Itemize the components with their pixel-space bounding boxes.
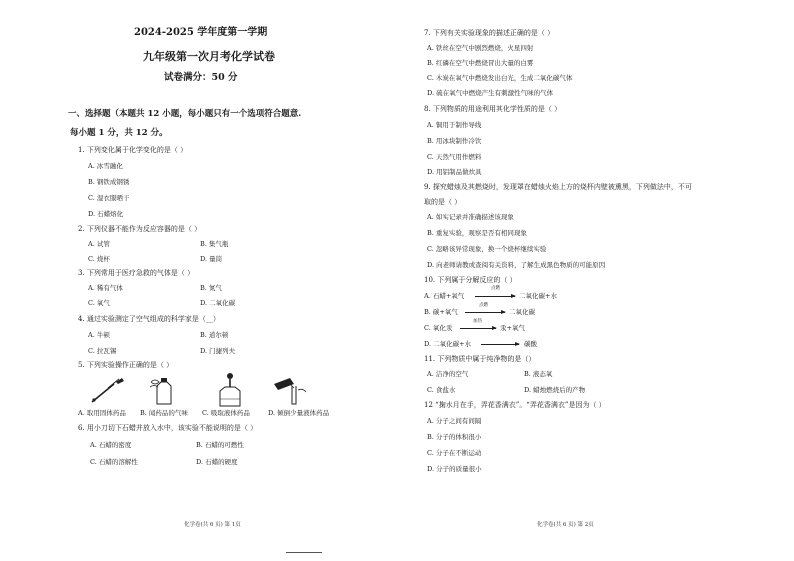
question-8-option-c: C. 天然气用作燃料 — [427, 153, 482, 161]
question-11-option-d: D. 蜡烛燃烧后的产物 — [524, 386, 586, 394]
question-3-option-b: B. 氮气 — [200, 284, 222, 292]
question-8-option-b: B. 用冰块制作冷饮 — [427, 137, 482, 145]
question-12-option-b: B. 分子的体积很小 — [427, 433, 482, 441]
question-6-option-d: D. 石蜡的硬度 — [196, 458, 238, 466]
question-10-option-a-arrow — [475, 296, 515, 297]
question-7-stem: 7. 下列有关实验现象的描述正确的是（ ） — [424, 29, 555, 37]
question-2-option-c: C. 烧杯 — [88, 255, 110, 263]
question-5-option-b: B. 闻药品的气味 — [140, 409, 188, 417]
question-2-option-a: A. 试管 — [88, 240, 110, 248]
question-1-option-a: A. 冰雪融化 — [88, 162, 123, 170]
dropper-and-bottle-illustration — [212, 371, 244, 409]
question-12-option-a: A. 分子之间有间隔 — [427, 417, 482, 425]
section-heading-line2: 每小题 1 分，共 12 分。 — [70, 128, 168, 138]
question-6-option-c: C. 石蜡的溶解性 — [90, 458, 138, 466]
question-10-option-c-condition: 加热 — [473, 319, 482, 324]
question-11-option-a: A. 洁净的空气 — [427, 370, 469, 378]
question-10-option-c-reactants: C. 氧化汞 — [424, 324, 453, 332]
question-5-stem: 5. 下列实验操作正确的是（ ） — [78, 361, 174, 369]
question-10-option-b-condition: 点燃 — [479, 303, 488, 308]
question-2-option-b: B. 集气瓶 — [200, 240, 229, 248]
smelling-reagent-bottle-illustration — [147, 374, 177, 408]
question-6-stem: 6. 用小刀切下石蜡并放入水中，该实验不能说明的是（ ） — [78, 424, 258, 432]
question-6-option-a: A. 石蜡的密度 — [90, 441, 132, 449]
question-10-option-a-condition: 点燃 — [491, 286, 500, 291]
question-12-option-c: C. 分子在不断运动 — [427, 449, 482, 457]
bottom-scan-mark — [286, 552, 322, 553]
question-3-stem: 3. 下列常用于医疗急救的气体是（ ） — [78, 269, 195, 277]
question-10-option-c-products: 汞+氧气 — [500, 324, 525, 332]
question-2-option-d: D. 量筒 — [200, 255, 223, 263]
question-9-option-c: C. 忽略该异常现象，换一个烧杯继续实验 — [427, 245, 547, 253]
question-9-option-b: B. 重复实验，观察是否有相同现象 — [427, 229, 527, 237]
solid-reagent-test-tube-illustration — [86, 375, 128, 407]
question-10-option-d-reactants: D. 二氧化碳+水 — [424, 340, 472, 348]
exam-title-year: 2024-2025 学年度第一学期 — [134, 27, 268, 38]
question-10-option-b-arrow — [465, 312, 505, 313]
section-heading-line1: 一、选择题（本题共 12 小题，每小题只有一个选项符合题意. — [68, 109, 302, 119]
question-4-option-a: A. 牛顿 — [88, 331, 110, 339]
question-8-option-a: A. 铜用于制作导线 — [427, 121, 482, 129]
exam-total-score: 试卷满分：50 分 — [164, 72, 238, 83]
question-1-stem: 1. 下列变化属于化学变化的是（ ） — [78, 146, 188, 154]
pouring-liquid-illustration — [270, 374, 310, 406]
question-12-option-d: D. 分子的质量很小 — [427, 465, 482, 473]
question-7-option-a: A. 铁丝在空气中剧烈燃烧，火星四射 — [427, 44, 534, 52]
question-11-option-c: C. 食盐水 — [427, 386, 456, 394]
question-9-stem-line2: 取的是（ ） — [424, 198, 462, 206]
question-4-option-d: D. 门捷列夫 — [200, 347, 236, 355]
question-10-option-a-reactants: A. 石蜡+氧气 — [424, 292, 465, 300]
question-5-option-c: C. 吸取液体药品 — [202, 409, 250, 417]
question-10-option-a-products: 二氧化碳+水 — [519, 292, 557, 300]
question-2-stem: 2. 下列仪器不能作为反应容器的是（ ） — [78, 225, 202, 233]
question-3-option-c: C. 氧气 — [88, 299, 110, 307]
question-8-stem: 8. 下列物质的用途利用其化学性质的是（ ） — [424, 105, 562, 113]
question-7-option-c: C. 木炭在氧气中燃烧发出白光，生成二氧化碳气体 — [427, 74, 573, 82]
question-12-stem: 12 “掬水月在手，弄花香满衣”。“弄花香满衣”是因为（ ） — [424, 401, 606, 409]
question-11-stem: 11. 下列物质中属于纯净物的是（） — [424, 355, 536, 363]
question-10-stem: 10. 下列属于分解反应的（ ） — [424, 276, 517, 284]
question-10-option-b-reactants: B. 碳+氧气 — [424, 308, 458, 316]
question-7-option-d: D. 硫在氧气中燃烧产生有刺激性气味的气体 — [427, 89, 554, 97]
question-1-option-d: D. 石蜡熔化 — [88, 210, 124, 218]
exam-title: 九年级第一次月考化学试卷 — [143, 50, 275, 63]
question-5-option-a: A. 取用固体药品 — [78, 409, 126, 417]
question-3-option-a: A. 稀有气体 — [88, 284, 123, 292]
question-10-option-d-arrow — [481, 344, 519, 345]
question-9-stem-line1: 9. 探究蜡烛及其燃烧时，发现罩在蜡烛火焰上方的烧杯内壁被熏黑，下列做法中，不可 — [424, 183, 692, 191]
question-4-stem: 4. 通过实验测定了空气组成的科学家是（__） — [78, 315, 220, 323]
question-9-option-a: A. 如实记录并准确描述该现象 — [427, 213, 514, 221]
question-1-option-c: C. 湿衣服晒干 — [88, 194, 130, 202]
question-10-option-c-arrow — [460, 328, 496, 329]
question-7-option-b: B. 红磷在空气中燃烧冒出大量的白雾 — [427, 59, 534, 67]
question-1-option-b: B. 钢铁成钢锈 — [88, 178, 130, 186]
exam-page-2 — [397, 0, 794, 561]
question-4-option-b: B. 道尔顿 — [200, 331, 229, 339]
question-9-option-d: D. 向老师请教或查阅有关资料，了解生成黑色物质的可能原因 — [427, 261, 606, 269]
question-8-option-d: D. 用铝制品做炊具 — [427, 168, 482, 176]
question-10-option-b-products: 二氧化碳 — [509, 308, 535, 316]
question-5-option-d: D. 倾倒少量液体药品 — [268, 409, 330, 417]
question-10-option-d-products: 碳酸 — [524, 340, 537, 348]
question-6-option-b: B. 石蜡的可燃性 — [196, 441, 244, 449]
question-11-option-b: B. 液态氧 — [524, 370, 553, 378]
question-3-option-d: D. 二氧化碳 — [200, 299, 236, 307]
question-4-option-c: C. 拉瓦锡 — [88, 347, 117, 355]
page-2-footer: 化学卷(共 6 页) 第 2页 — [537, 522, 594, 528]
page-1-footer: 化学卷(共 6 页) 第 1页 — [184, 522, 241, 528]
